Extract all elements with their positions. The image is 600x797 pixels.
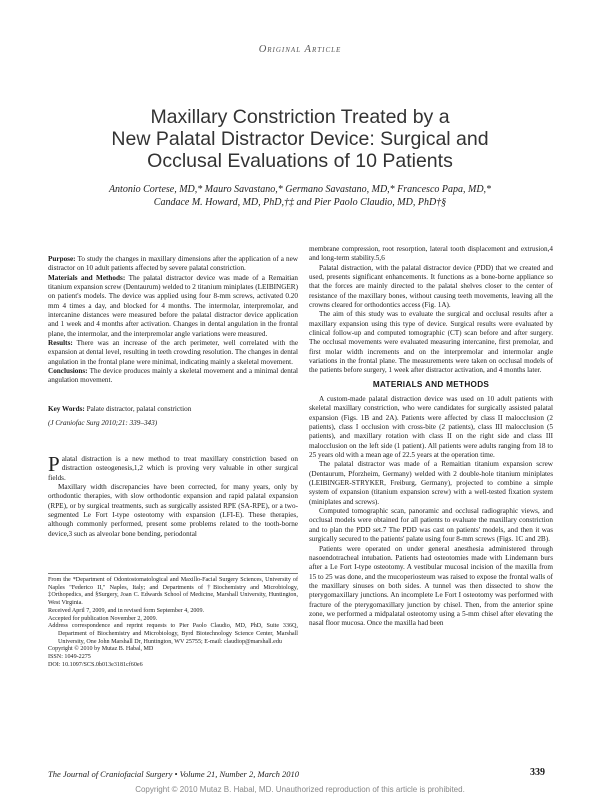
conclusions-label: Conclusions:: [48, 367, 88, 376]
methods-text: The palatal distractor device was made of a Remaitian titanium expansion screw (Dentaurum) welded to 2 titanium miniplates (LEIBINGER) on patient's models. The device was applied using four 8-mm screws, activated 0.20 mm 4 times a day, and blocked for 4 months. The intermolar, interpremolar, and intercanine distances were measured before the palatal distractor device application and 1 week and 4 months after activation. Changes in dental angulation in the frontal plane, the intermolar, and the interpremolar angle variations were measured.: [48, 273, 298, 338]
abstract-results: [48, 339, 298, 367]
keywords-text: Palate distractor, palatal constriction: [86, 405, 192, 413]
body-left-column: [48, 452, 298, 539]
author-line: Candace M. Howard, MD, PhD,†‡ and Pier Paolo Claudio, MD, PhD†§: [153, 197, 447, 208]
page-number: 339: [530, 767, 545, 778]
body-right-methods: [309, 395, 553, 629]
body-paragraph: Maxillary width discrepancies have been corrected, for many years, only by orthodontic therapies, with slow orthodontic expansion and rapid palatal expansion (RPE), or by surgical treatments, such as surgically assisted RPE (SA-RPE), or a two-segmented Le Fort I-type osteotomy with expansion (LFI-E). These therapies, although commonly performed, present some problems related to the tooth-borne device,3 such as alveolar bone bending, periodontal: [48, 483, 298, 538]
body-paragraph: A custom-made palatal distraction device was used on 10 adult patients with skeletal maxillary constriction, who were candidates for surgically assisted palatal expansion (Figs. 1B and 2A). Patients were affected by class II malocclusion (2 patients), class I occlusion with cross-bite (2 patients), class III malocclusion (5 patients), and maxillary rotation with class II on the right side and class III malocclusion on the left side (1 patient). All patients were adults ranging from 18 to 25 years old with a mean age of 22.5 years at the operation time.: [309, 395, 553, 460]
title-line: Occlusal Evaluations of 10 Patients: [147, 150, 453, 172]
abstract-purpose: [48, 255, 298, 274]
abstract-conclusions: [48, 367, 298, 386]
doi-link[interactable]: DOI: 10.1097/SCS.0b013e3181cf60e6: [48, 661, 143, 668]
footnotes: [48, 577, 298, 669]
accepted-note: Accepted for publication November 2, 2009.: [48, 615, 158, 622]
methods-label: Materials and Methods:: [48, 273, 126, 282]
author-line: Antonio Cortese, MD,* Mauro Savastano,* Germano Savastano, MD,* Francesco Papa, MD,*: [108, 184, 492, 195]
drop-cap: P: [48, 452, 60, 476]
body-paragraph: Palatal distraction, with the palatal distractor device (PDD) that we created and used, presents significant enhancements. It functions as a bone-borne appliance so that the forces are mainly directed to the palatal shelves closer to the center of resistance of the maxillary bones, without causing teeth movements, leaving all the crowns cleared for orthodontics access (Fig. 1A).: [309, 263, 553, 310]
purpose-text: To study the changes in maxillary dimensions after the application of a new distractor on 10 adult patients affected by severe palatal constriction.: [48, 255, 298, 273]
citation: (J Craniofac Surg 2010;21: 339–343): [48, 419, 158, 427]
methods-heading: MATERIALS AND METHODS: [372, 380, 490, 389]
title-line: Maxillary Constriction Treated by a: [150, 106, 450, 128]
keywords: [48, 405, 298, 413]
results-label: Results:: [48, 339, 73, 348]
author-list: [40, 183, 560, 209]
conclusions-text: The device produces mainly a skeletal movement and a minimal dental angulation movement.: [48, 367, 299, 385]
intro-paragraph: [48, 452, 298, 483]
footnote-divider: [48, 573, 298, 574]
received-note: Received April 7, 2009, and in revised form September 4, 2009.: [48, 607, 205, 614]
copyright-banner: Copyright © 2010 Mutaz B. Habal, MD. Unauthorized reproduction of this article is prohibited.: [135, 785, 465, 794]
body-paragraph: membrane compression, root resorption, lateral tooth displacement and extrusion,4 and long-term stability.5,6: [309, 245, 553, 263]
abstract-methods: [48, 274, 298, 339]
issn-note: ISSN: 1049-2275: [48, 654, 91, 661]
body-right-top: [309, 245, 553, 376]
affiliation-note: From the *Department of Odontostomatological and Maxillo-Facial Surgery Sciences, University of Naples "Federico II," Naples, Italy; and Departments of †Biochemistry and Microbiology, ‡Orthopedics, and §Surgery, Joan C. Edwards School of Medicine, Marshall University, Huntington, West Virginia.: [48, 577, 298, 607]
body-paragraph: The aim of this study was to evaluate the surgical and occlusal results after a maxillary expansion using this type of device. Surgical results were evaluated by clinical follow-up and computed tomographic (CT) scan before and after surgery. The occlusal movements were evaluated measuring intercanine, first premolar, and first molar width increments and on the interpremolar and intermolar angle variations in the frontal plane. The measurements were taken on occlusal models of the patients before surgery, 1 week after distractor activation, and 4 months later.: [309, 310, 553, 375]
journal-footer: The Journal of Craniofacial Surgery • Volume 21, Number 2, March 2010: [48, 769, 299, 779]
title-line: New Palatal Distractor Device: Surgical and: [111, 128, 489, 150]
section-label: Original Article: [258, 44, 342, 55]
body-paragraph: The palatal distractor was made of a Remaitian titanium expansion screw (Dentaurum, Pforzheim, Germany) welded with 2 double-hole titanium miniplates (LEIBINGER-STRYKER, Freiburg, Germany), projected to combine a simple system of expansion (titanium expansion screw) with a well-tested fixation system (miniplates and screws).: [309, 460, 553, 506]
body-paragraph: Computed tomographic scan, panoramic and occlusal radiographic views, and occlusal models were obtained for all patients to evaluate the maxillary constriction and to plan the PDD set.7 The PDD was cast on patients' models, and then it was surgically secured to the patients' palate using four 8-mm screws (Figs. 1C and 2B).: [309, 507, 553, 544]
abstract: [48, 255, 298, 386]
purpose-label: Purpose:: [48, 255, 76, 263]
copyright-note: Copyright © 2010 by Mutaz B. Habal, MD: [48, 646, 154, 653]
keywords-label: Key Words:: [48, 405, 85, 413]
intro-text: alatal distraction is a new method to treat maxillary constriction based on distraction osteogenesis,1,2 which is proving very valuable in other surgical fields.: [48, 455, 298, 482]
body-paragraph: Patients were operated on under general anesthesia administered through nasoendotracheal intubation. Patients had osteotomies made with Lindemann burs after a Le Fort I-type osteotomy. A vestibular mucosal incision of the maxilla from 15 to 25 was done, and the mucoperiosteum was raised to expose the frontal walls of the maxillary sinuses on both sides. A tunnel was then dissected to show the pterygomaxillary junctions. An incomplete Le Fort I osteotomy was performed with fracture of the pterygomaxillary junction by chisel. Then, from the anterior spine zone, we performed a midpalatal osteotomy using a 5-mm chisel after elevating the nasal floor mucosa. Once the maxilla had been: [309, 544, 553, 628]
article-title: [60, 106, 540, 172]
correspondence-note: Address correspondence and reprint requests to Pier Paolo Claudio, MD, PhD, Suite 336Q, Department of Biochemistry and Microbiology, Byrd Biotechnology Science Center, Marshall University, One John Marshall Dr, Huntington, WV 25755; E-mail: claudiop@marshall.edu: [48, 623, 298, 645]
results-text: There was an increase of the arch perimeter, well correlated with the expansion at dental level, resulting in teeth crowding resolution. The changes in dental angulation in the frontal plane were minimal, indicating mainly a skeletal movement.: [48, 339, 299, 366]
